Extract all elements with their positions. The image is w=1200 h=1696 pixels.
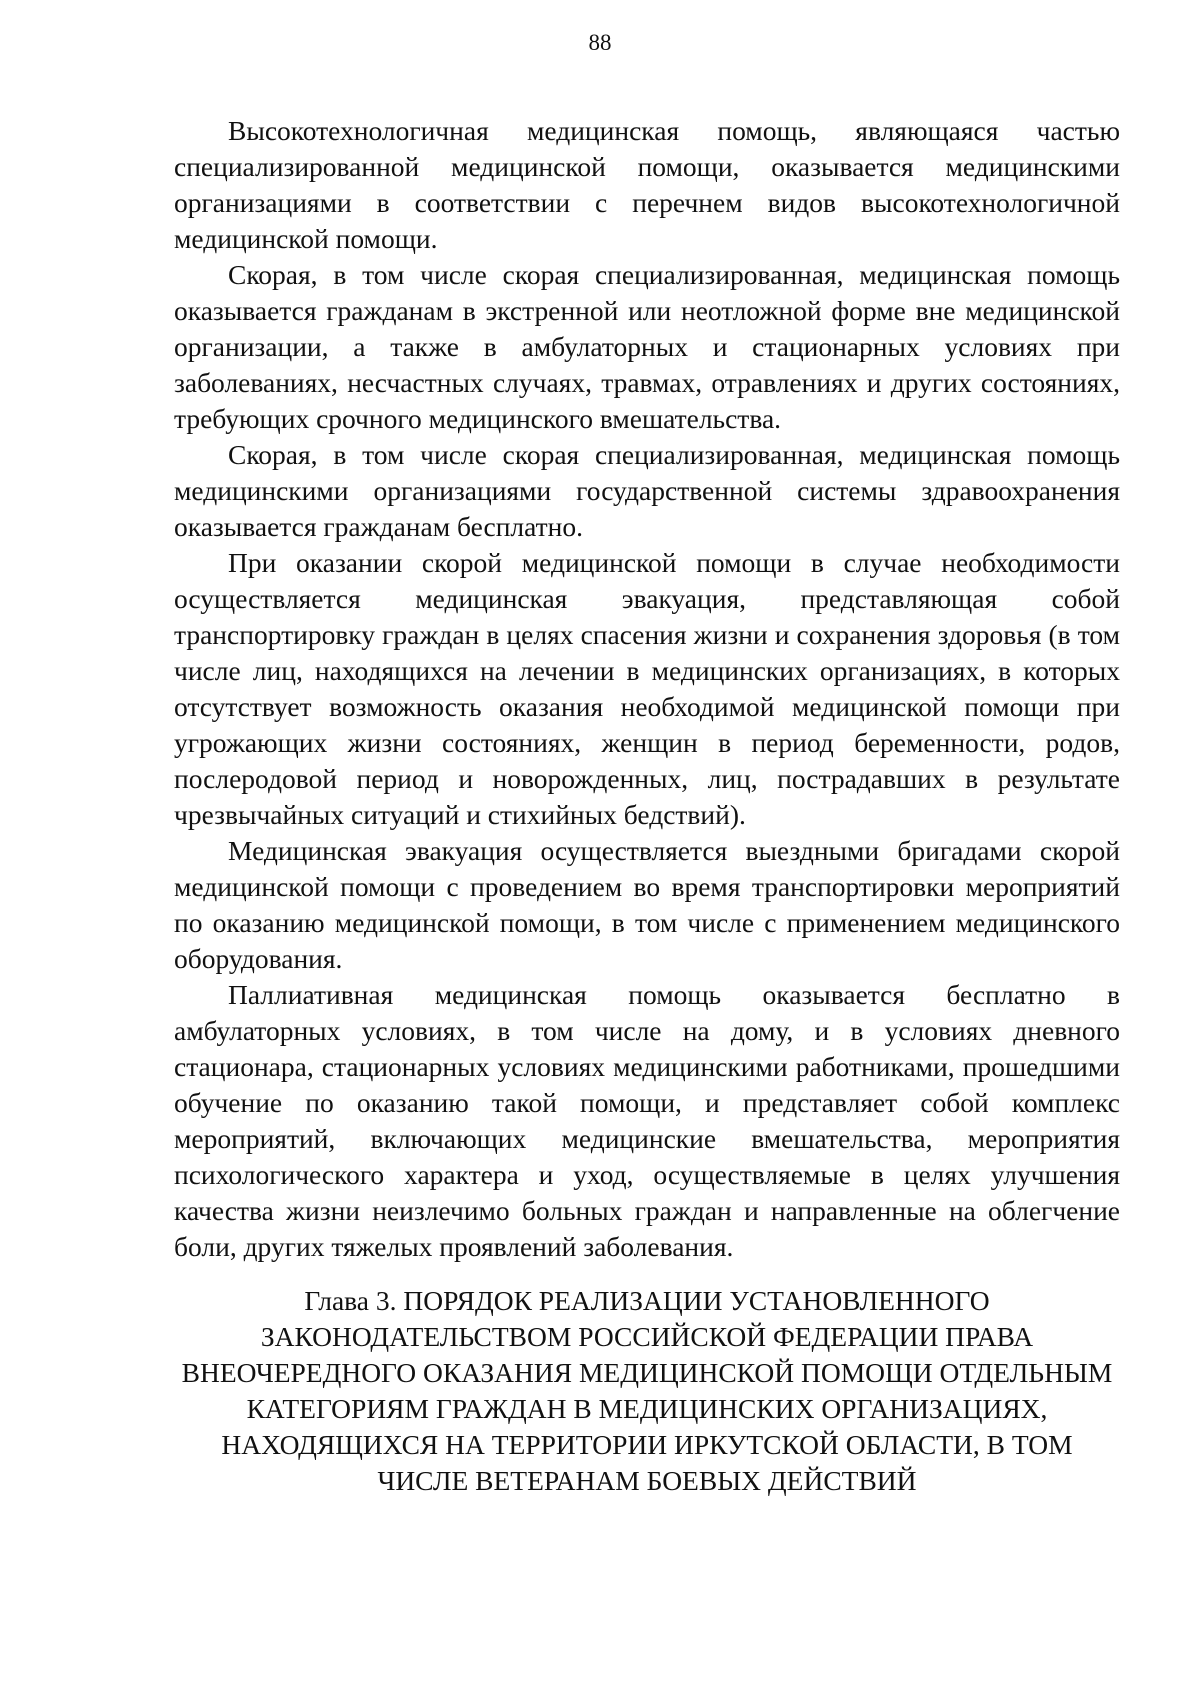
paragraph-emergency-care-free: Скорая, в том числе скорая специализированная, медицинская помощь медицинскими организациями государственной системы здравоохранения оказывается гражданам бесплатно. <box>174 439 1120 542</box>
paragraph-palliative-care: Паллиативная медицинская помощь оказывается бесплатно в амбулаторных условиях, в том числе на дому, и в условиях дневного стационара, стационарных условиях медицинскими работниками, прошедшими обучение по оказанию такой помощи, и представляет собой комплекс мероприятий, включающих медицинские вмешательства, мероприятия психологического характера и уход, осуществляемые в целях улучшения качества жизни неизлечимо больных граждан и направленные на облегчение боли, других тяжелых проявлений заболевания. <box>174 979 1120 1262</box>
chapter-heading: Глава 3. ПОРЯДОК РЕАЛИЗАЦИИ УСТАНОВЛЕННОГО ЗАКОНОДАТЕЛЬСТВОМ РОССИЙСКОЙ ФЕДЕРАЦИИ ПРАВА ВНЕОЧЕРЕДНОГО ОКАЗАНИЯ МЕДИЦИНСКОЙ ПОМОЩИ ОТДЕЛЬНЫМ КАТЕГОРИЯМ ГРАЖДАН В МЕДИЦИНСКИХ ОРГАНИЗАЦИЯХ, НАХОДЯЩИХСЯ НА ТЕРРИТОРИИ ИРКУТСКОЙ ОБЛАСТИ, В ТОМ ЧИСЛЕ ВЕТЕРАНАМ БОЕВЫХ ДЕЙСТВИЙ <box>181 1285 1113 1496</box>
page-number: 88 <box>588 30 612 55</box>
paragraph-high-tech-care: Высокотехнологичная медицинская помощь, являющаяся частью специализированной медицинской помощи, оказывается медицинскими организациями в соответствии с перечнем видов высокотехнологичной медицинской помощи. <box>174 115 1120 254</box>
paragraph-medical-evacuation: При оказании скорой медицинской помощи в случае необходимости осуществляется медицинская эвакуация, представляющая собой транспортировку граждан в целях спасения жизни и сохранения здоровья (в том числе лиц, находящихся на лечении в медицинских организациях, в которых отсутствует возможность оказания необходимой медицинской помощи при угрожающих жизни состояниях, женщин в период беременности, родов, послеродовой период и новорожденных, лиц, пострадавших в результате чрезвычайных ситуаций и стихийных бедствий). <box>174 547 1120 830</box>
paragraph-evacuation-teams: Медицинская эвакуация осуществляется выездными бригадами скорой медицинской помощи с проведением во время транспортировки мероприятий по оказанию медицинской помощи, в том числе с применением медицинского оборудования. <box>174 835 1120 974</box>
paragraph-emergency-care: Скорая, в том числе скорая специализированная, медицинская помощь оказывается гражданам в экстренной или неотложной форме вне медицинской организации, а также в амбулаторных и стационарных условиях при заболеваниях, несчастных случаях, травмах, отравлениях и других состояниях, требующих срочного медицинского вмешательства. <box>174 259 1120 434</box>
document-body <box>174 113 1120 1265</box>
